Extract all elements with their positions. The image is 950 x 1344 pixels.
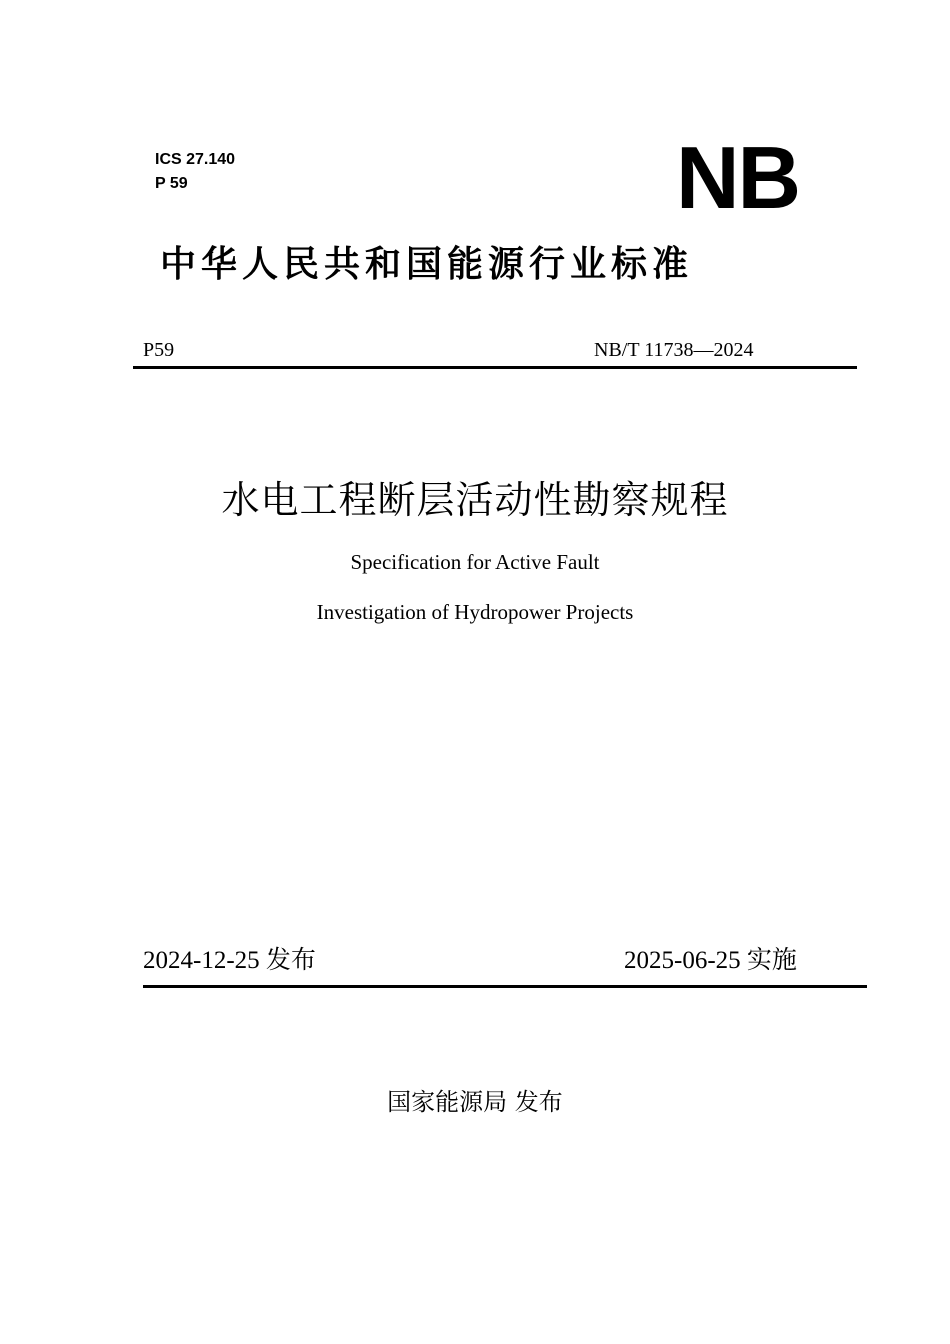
organization-title: 中华人民共和国能源行业标准 [160, 244, 694, 285]
top-divider [133, 366, 857, 369]
classification-code: P59 [143, 339, 175, 361]
ics-block [155, 148, 235, 196]
bottom-divider [143, 985, 867, 988]
english-title-line1: Specification for Active Fault [350, 550, 600, 574]
issue-date: 2024-12-25 发布 [143, 947, 316, 974]
chinese-title: 水电工程断层活动性勘察规程 [221, 478, 729, 522]
english-title-line2: Investigation of Hydropower Projects [316, 600, 634, 624]
publisher: 国家能源局 发布 [387, 1088, 563, 1116]
ics-code: ICS 27.140 [155, 151, 236, 168]
standard-number: NB/T 11738—2024 [594, 339, 754, 361]
ics-class-code: P 59 [155, 175, 188, 192]
implementation-date: 2025-06-25 实施 [624, 947, 797, 974]
nb-logo: NB [676, 128, 800, 227]
